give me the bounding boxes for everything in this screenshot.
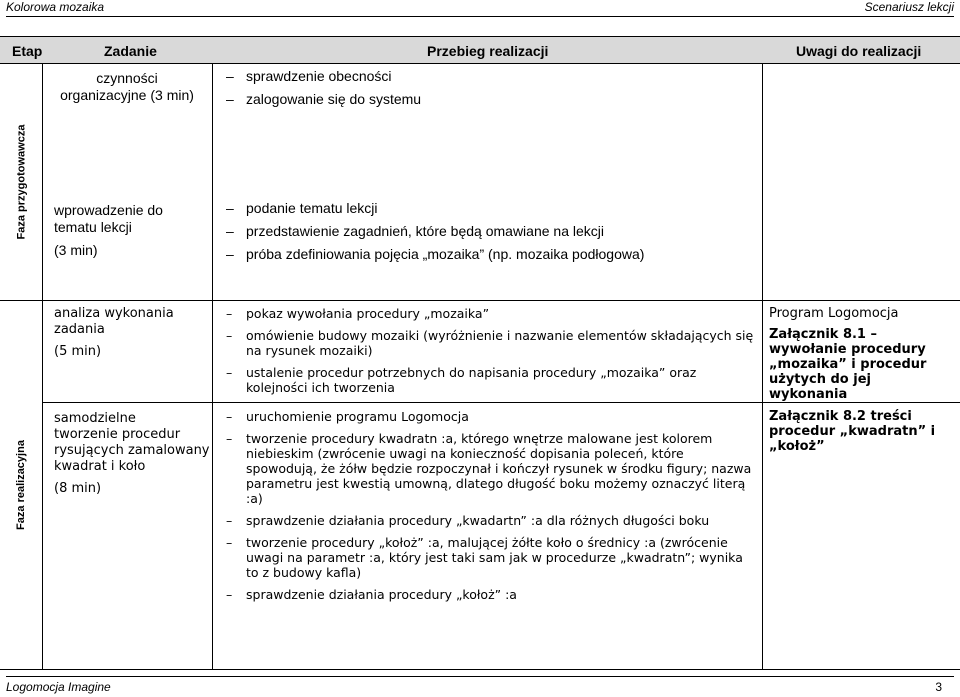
grid-line	[42, 63, 43, 670]
grid-line	[762, 63, 763, 670]
grid-line	[0, 300, 960, 301]
step-item: – omówienie budowy mozaiki (wyróżnienie i nazwanie elementów składających się na rysunek mozaiki)	[226, 328, 758, 358]
header-title: Kolorowa mozaika	[6, 0, 105, 14]
step-item: – podanie tematu lekcji	[226, 200, 758, 217]
step-item: – sprawdzenie działania procedury „kwadartn” :a dla różnych długości boku	[226, 513, 758, 528]
step-item: – tworzenie procedury „kołoż” :a, malującej żółte koło o średnicy :a (zwrócenie uwagi na parametr :a, który jest taki sam jak w procedurze „kwadratn”; wynika to z budowy kafla)	[226, 535, 758, 580]
steps-analysis	[226, 306, 758, 402]
page-number: 3	[935, 680, 942, 694]
task-line: kwadrat i koło	[54, 459, 146, 474]
steps-independent-work	[226, 409, 758, 609]
task-line: (8 min)	[54, 481, 102, 496]
task-organizational	[46, 70, 208, 104]
task-line: tematu lekcji	[54, 219, 132, 235]
col-header-etap: Etap	[12, 43, 43, 59]
step-item: – tworzenie procedury kwadratn :a, którego wnętrze malowane jest kolorem niebieskim (zwrócenie uwagi na konieczność dopisania poleceń, które spowodują, że żółw będzie rozpoczynał i kończył rysunek w środku figury; nazwa parametru jest kwestią umowną, dlatego długość boku możemy oznaczyć literą :a)	[226, 431, 758, 506]
task-introduction	[54, 202, 214, 259]
task-line: rysujących zamalowany	[54, 443, 210, 458]
step-item: – przedstawienie zagadnień, które będą omawiane na lekcji	[226, 223, 758, 240]
step-item: – uruchomienie programu Logomocja	[226, 409, 758, 424]
step-item: – ustalenie procedur potrzebnych do napisania procedury „mozaika” oraz kolejności ich tworzenia	[226, 365, 758, 395]
task-line: (3 min)	[54, 242, 98, 258]
table-header-row	[0, 36, 960, 64]
col-header-zadanie: Zadanie	[104, 43, 157, 59]
step-item: – zalogowanie się do systemu	[226, 91, 758, 108]
col-header-przebieg: Przebieg realizacji	[427, 43, 549, 59]
grid-line	[212, 63, 213, 670]
task-line: organizacyjne (3 min)	[60, 87, 194, 103]
task-line: tworzenie procedur	[54, 427, 181, 442]
page-footer	[6, 676, 954, 697]
page-header	[6, 0, 954, 17]
phase-real-cell	[8, 301, 34, 669]
notes-analysis	[769, 306, 949, 408]
step-item: – pokaz wywołania procedury „mozaika”	[226, 306, 758, 321]
steps-introduction	[226, 200, 758, 269]
step-item: – sprawdzenie obecności	[226, 68, 758, 85]
note-program: Program Logomocja	[769, 306, 899, 321]
task-independent-work	[54, 411, 212, 497]
col-header-uwagi: Uwagi do realizacji	[796, 43, 922, 59]
task-line: zadania	[54, 322, 105, 337]
task-line: samodzielne	[54, 411, 136, 426]
phase-prep-cell	[8, 64, 34, 300]
task-line: (5 min)	[54, 344, 102, 359]
step-item: – próba zdefiniowania pojęcia „mozaika” (np. mozaika podłogowa)	[226, 246, 758, 263]
lesson-plan-table	[0, 36, 960, 670]
task-analysis	[54, 306, 212, 360]
phase-real-label: Faza realizacyjna	[15, 440, 28, 530]
notes-independent-work	[769, 409, 949, 460]
grid-line	[0, 669, 960, 670]
note-attachment-8-1: Załącznik 8.1 – wywołanie procedury „mozaika” i procedur użytych do jej wykonania	[769, 327, 927, 402]
task-line: analiza wykonania	[54, 306, 174, 321]
header-doc-type: Scenariusz lekcji	[864, 0, 954, 14]
footer-title: Logomocja Imagine	[6, 680, 111, 694]
phase-prep-label: Faza przygotowawcza	[15, 124, 28, 240]
steps-organizational	[226, 68, 758, 114]
note-attachment-8-2: Załącznik 8.2 treści procedur „kwadratn” i „kołoż”	[769, 409, 936, 454]
task-line: wprowadzenie do	[54, 202, 163, 218]
task-line: czynności	[96, 70, 158, 86]
step-item: – sprawdzenie działania procedury „kołoż” :a	[226, 587, 758, 602]
